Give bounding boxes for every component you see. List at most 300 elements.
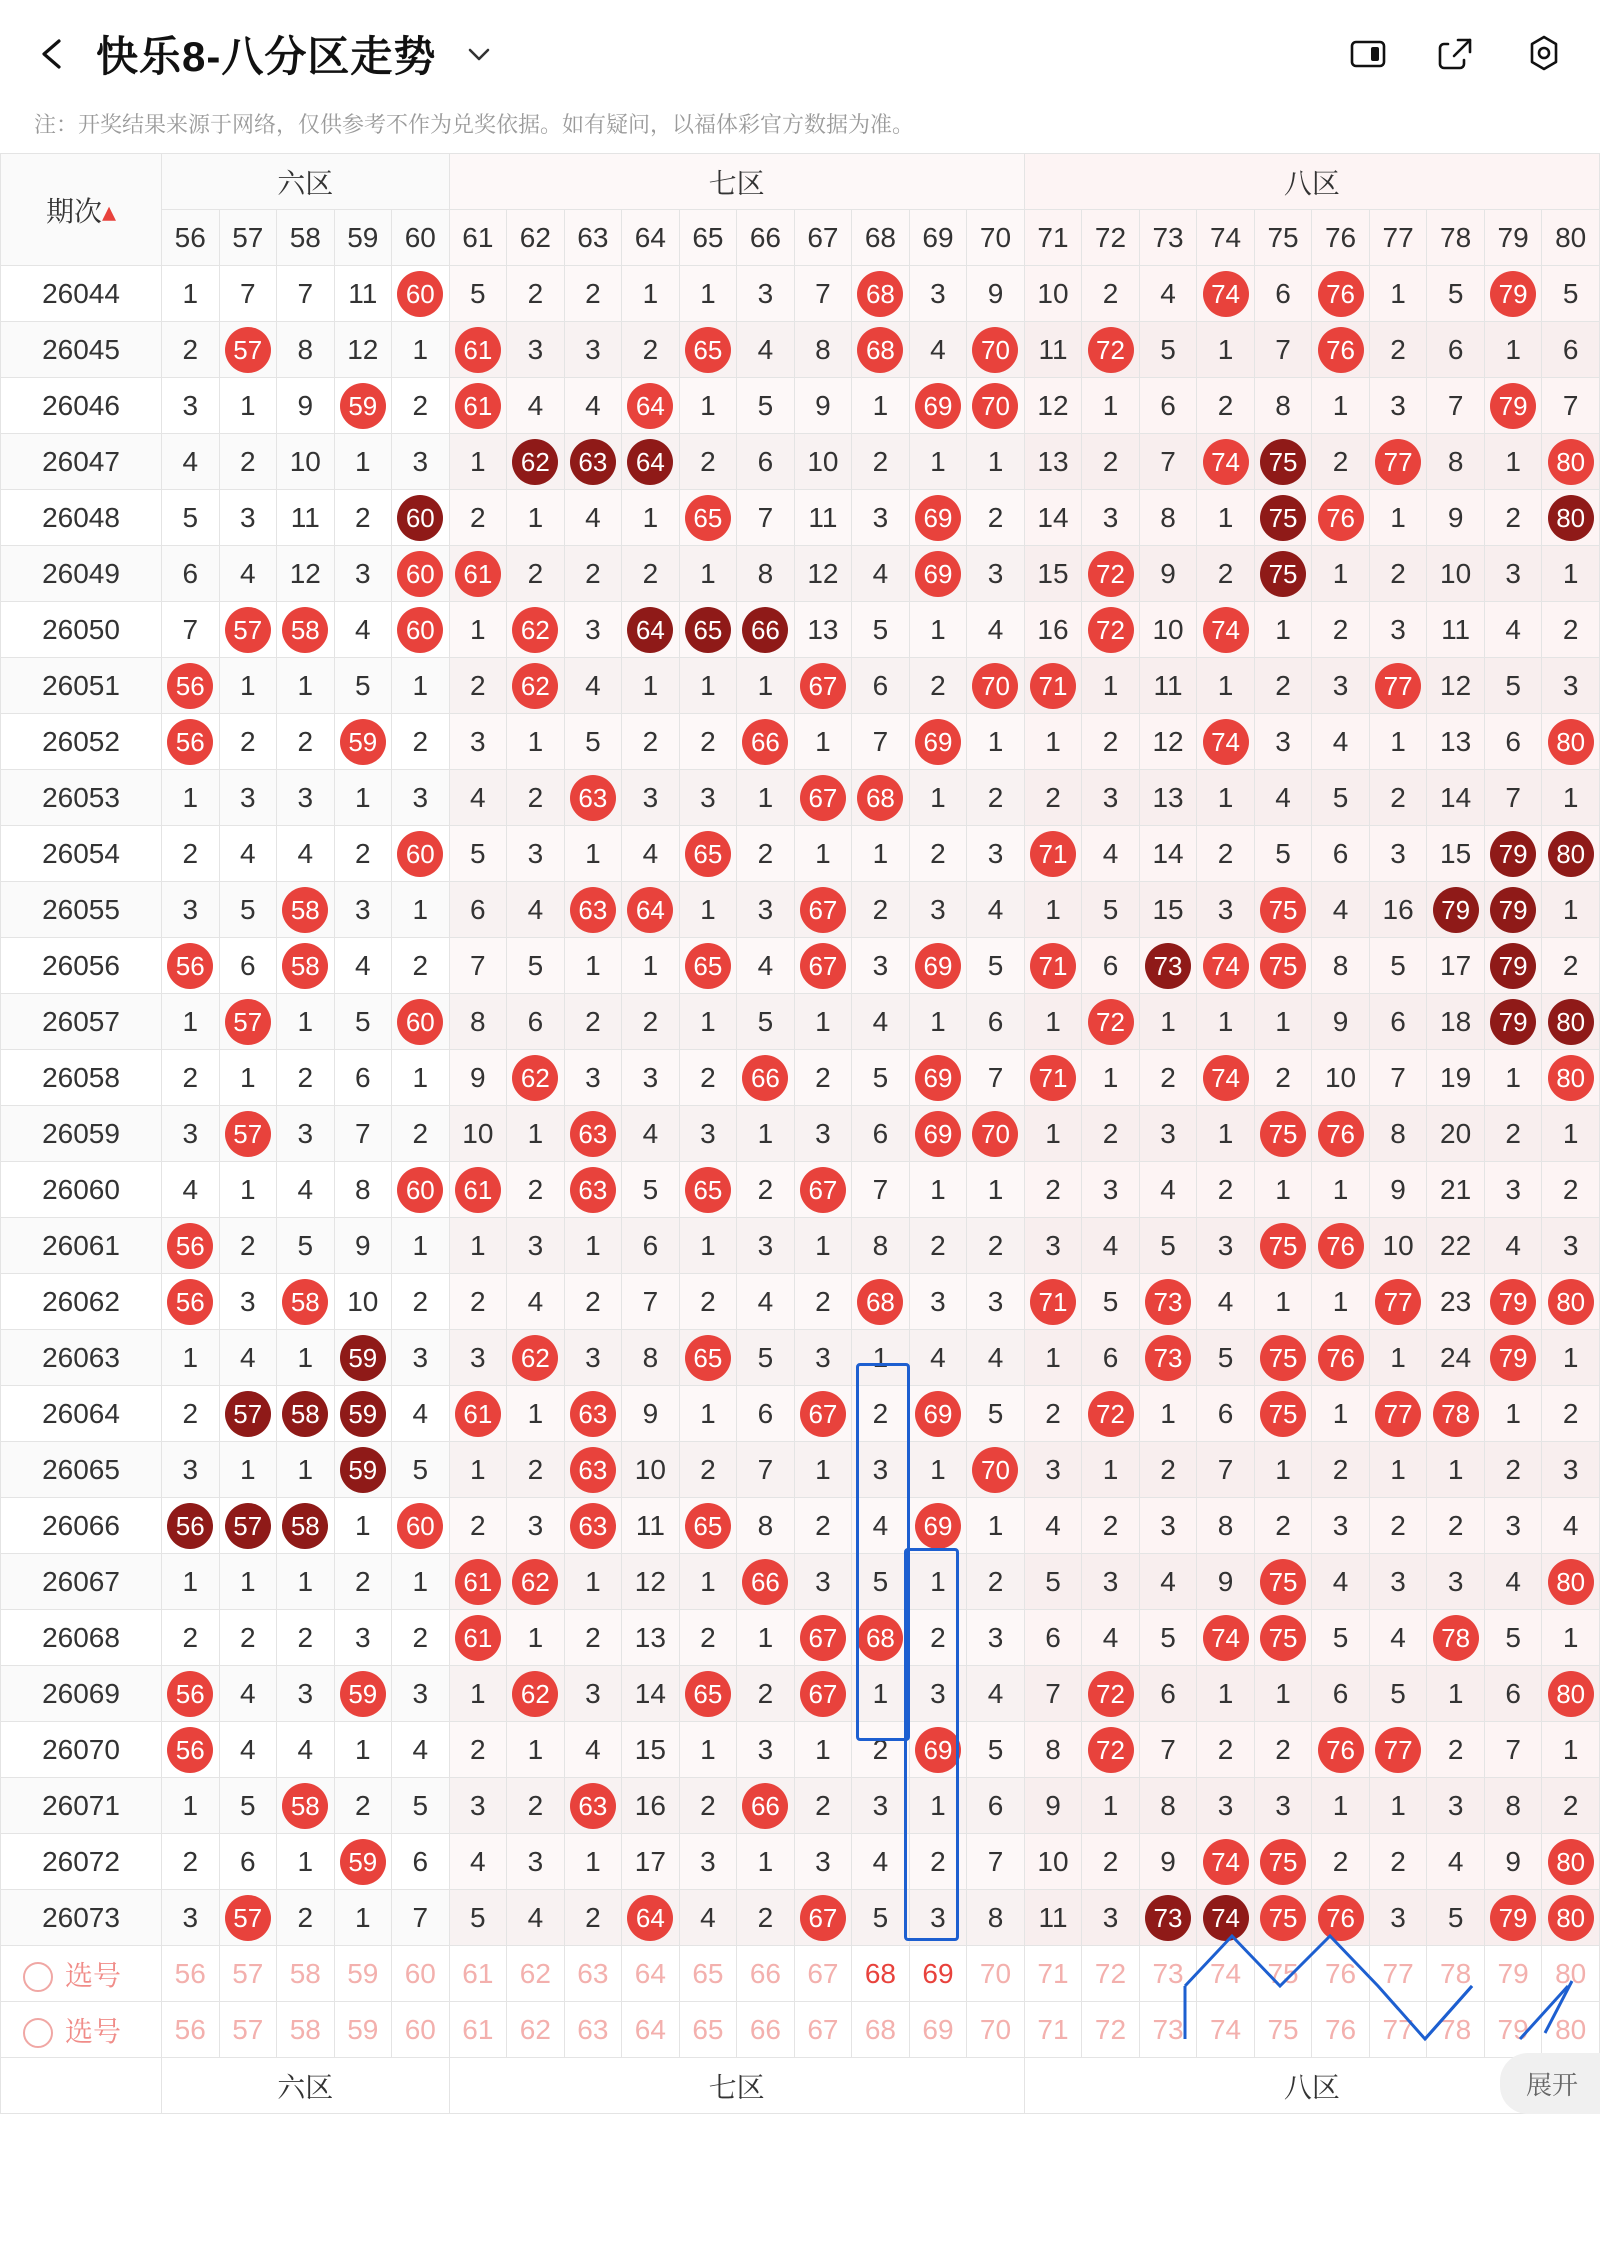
table-row[interactable]: [1, 1330, 1600, 1386]
column-header-75[interactable]: 75: [1254, 210, 1312, 266]
number-cell: 4: [967, 1330, 1025, 1386]
pick-number-cell[interactable]: 63: [564, 1946, 622, 2002]
number-cell: 5: [162, 490, 220, 546]
pick-number-cell[interactable]: 70: [967, 1946, 1025, 2002]
pick-number-cell[interactable]: 56: [162, 2002, 220, 2058]
number-cell: 8: [1254, 378, 1312, 434]
number-cell: 4: [219, 1330, 277, 1386]
number-cell: 2: [1369, 546, 1427, 602]
column-header-76[interactable]: 76: [1312, 210, 1370, 266]
number-cell: 2: [564, 546, 622, 602]
number-cell: 2: [1542, 938, 1600, 994]
number-cell: 2: [277, 1610, 335, 1666]
number-cell: 2: [737, 1890, 795, 1946]
number-cell: 7: [1484, 1722, 1542, 1778]
pick-number-cell[interactable]: 65: [679, 2002, 737, 2058]
table-row[interactable]: [1, 714, 1600, 770]
number-cell: 2: [1197, 1162, 1255, 1218]
number-cell: 4: [852, 994, 910, 1050]
number-cell: 3: [909, 1666, 967, 1722]
pick-number-cell[interactable]: 76: [1312, 2002, 1370, 2058]
table-row[interactable]: [1, 1498, 1600, 1554]
hit-ball: 62: [512, 1671, 558, 1717]
number-cell: 2: [564, 266, 622, 322]
pick-number-cell[interactable]: 79: [1484, 2002, 1542, 2058]
number-cell: [392, 490, 450, 546]
column-header-72[interactable]: 72: [1082, 210, 1140, 266]
hit-ball: 63: [570, 439, 616, 485]
pick-number-cell[interactable]: 68: [852, 2002, 910, 2058]
number-cell: 5: [392, 1442, 450, 1498]
period-column-header[interactable]: [1, 154, 162, 266]
table-row[interactable]: [1, 1274, 1600, 1330]
column-header-70[interactable]: 70: [967, 210, 1025, 266]
column-header-59[interactable]: 59: [334, 210, 392, 266]
pick-number-cell[interactable]: 71: [1024, 2002, 1082, 2058]
pick-number-cell[interactable]: 74: [1197, 1946, 1255, 2002]
table-row[interactable]: [1, 1778, 1600, 1834]
pick-row-label[interactable]: [1, 1946, 162, 2002]
number-cell: 1: [1312, 378, 1370, 434]
hit-ball: 56: [167, 1503, 213, 1549]
number-cell: 17: [622, 1834, 680, 1890]
hit-ball: 58: [282, 1279, 328, 1325]
number-cell: [1082, 322, 1140, 378]
pick-number-cell[interactable]: 63: [564, 2002, 622, 2058]
pick-number-cell[interactable]: 74: [1197, 2002, 1255, 2058]
number-cell: 1: [909, 1778, 967, 1834]
hit-ball: 68: [857, 271, 903, 317]
number-cell: 7: [334, 1106, 392, 1162]
table-row[interactable]: [1, 1834, 1600, 1890]
number-cell: 1: [1024, 882, 1082, 938]
column-header-69[interactable]: 69: [909, 210, 967, 266]
pick-number-cell[interactable]: 60: [392, 1946, 450, 2002]
pick-row-label[interactable]: [1, 2002, 162, 2058]
number-cell: 2: [737, 1162, 795, 1218]
hit-ball: 66: [742, 719, 788, 765]
hit-ball: 80: [1548, 495, 1594, 541]
number-cell: 2: [507, 266, 565, 322]
table-row[interactable]: [1, 1890, 1600, 1946]
number-cell: 1: [219, 1162, 277, 1218]
number-cell: 1: [1197, 1666, 1255, 1722]
pick-number-cell[interactable]: 61: [449, 1946, 507, 2002]
pick-label-text: 选号: [65, 2015, 122, 2047]
number-cell: 3: [1369, 1554, 1427, 1610]
table-row[interactable]: [1, 826, 1600, 882]
number-cell: 2: [794, 1050, 852, 1106]
pick-number-cell[interactable]: 61: [449, 2002, 507, 2058]
table-row[interactable]: [1, 1610, 1600, 1666]
number-cell: 1: [1197, 994, 1255, 1050]
pick-number-cell[interactable]: 73: [1139, 1946, 1197, 2002]
pick-number-cell[interactable]: 69: [909, 1946, 967, 2002]
number-cell: 1: [1082, 1778, 1140, 1834]
number-cell: [1542, 434, 1600, 490]
number-cell: [1484, 938, 1542, 994]
table-row[interactable]: [1, 1218, 1600, 1274]
number-cell: [909, 938, 967, 994]
pick-number-cell[interactable]: 58: [277, 2002, 335, 2058]
number-cell: 3: [392, 434, 450, 490]
hit-ball: 76: [1318, 1727, 1364, 1773]
number-cell: [392, 602, 450, 658]
number-cell: [1254, 882, 1312, 938]
period-header-label: 期次: [45, 195, 102, 227]
pick-number-cell[interactable]: 58: [277, 1946, 335, 2002]
number-cell: 3: [507, 1498, 565, 1554]
number-cell: 1: [737, 770, 795, 826]
pick-number-cell[interactable]: 60: [392, 2002, 450, 2058]
column-header-77[interactable]: 77: [1369, 210, 1427, 266]
number-cell: 1: [392, 1050, 450, 1106]
column-header-67[interactable]: 67: [794, 210, 852, 266]
number-cell: 4: [1484, 1554, 1542, 1610]
pick-number-cell[interactable]: 75: [1254, 2002, 1312, 2058]
number-cell: 8: [1484, 1778, 1542, 1834]
number-cell: 4: [1312, 714, 1370, 770]
back-chevron-icon[interactable]: [34, 34, 74, 74]
number-cell: 3: [909, 1890, 967, 1946]
hit-ball: 69: [915, 719, 961, 765]
pick-number-cell[interactable]: 80: [1542, 2002, 1600, 2058]
hit-ball: 62: [512, 1055, 558, 1101]
number-cell: 3: [909, 266, 967, 322]
number-cell: [507, 658, 565, 714]
pick-number-cell[interactable]: 65: [679, 1946, 737, 2002]
number-cell: 3: [909, 882, 967, 938]
pick-number-cell[interactable]: 68: [852, 1946, 910, 2002]
table-row[interactable]: [1, 434, 1600, 490]
hit-ball: 65: [685, 607, 731, 653]
hit-ball: 59: [340, 1671, 386, 1717]
number-cell: 2: [1484, 1106, 1542, 1162]
hit-ball: 62: [512, 1559, 558, 1605]
hit-ball: 59: [340, 1335, 386, 1381]
number-cell: [1254, 1106, 1312, 1162]
table-row[interactable]: [1, 490, 1600, 546]
hit-ball: 63: [570, 887, 616, 933]
pick-row[interactable]: [1, 1946, 1600, 2002]
number-cell: 7: [622, 1274, 680, 1330]
column-header-64[interactable]: 64: [622, 210, 680, 266]
number-cell: [277, 1778, 335, 1834]
column-header-79[interactable]: 79: [1484, 210, 1542, 266]
pick-number-cell[interactable]: 56: [162, 1946, 220, 2002]
number-cell: 2: [1024, 770, 1082, 826]
hit-ball: 80: [1548, 1559, 1594, 1605]
hit-ball: 62: [512, 439, 558, 485]
column-header-78[interactable]: 78: [1427, 210, 1485, 266]
number-cell: 1: [1024, 1330, 1082, 1386]
number-cell: 4: [334, 938, 392, 994]
layout-toggle-icon[interactable]: [1346, 32, 1390, 76]
column-header-66[interactable]: 66: [737, 210, 795, 266]
number-cell: [334, 714, 392, 770]
number-cell: 1: [1254, 1442, 1312, 1498]
column-header-73[interactable]: 73: [1139, 210, 1197, 266]
number-cell: 5: [1484, 1610, 1542, 1666]
pick-number-cell[interactable]: 67: [794, 1946, 852, 2002]
pick-number-cell[interactable]: 67: [794, 2002, 852, 2058]
number-cell: 6: [852, 1106, 910, 1162]
number-cell: [967, 1442, 1025, 1498]
pick-number-cell[interactable]: 72: [1082, 2002, 1140, 2058]
column-header-65[interactable]: 65: [679, 210, 737, 266]
number-cell: 2: [852, 1722, 910, 1778]
number-cell: 4: [219, 546, 277, 602]
table-row[interactable]: [1, 770, 1600, 826]
pick-number-cell[interactable]: 78: [1427, 2002, 1485, 2058]
pick-number-cell[interactable]: 72: [1082, 1946, 1140, 2002]
hit-ball: 63: [570, 1447, 616, 1493]
number-cell: 4: [737, 322, 795, 378]
number-cell: [679, 826, 737, 882]
table-row[interactable]: [1, 378, 1600, 434]
hit-ball: 80: [1548, 1279, 1594, 1325]
table-row[interactable]: [1, 1162, 1600, 1218]
table-row[interactable]: [1, 602, 1600, 658]
number-cell: [852, 1274, 910, 1330]
pick-number-cell[interactable]: 77: [1369, 1946, 1427, 2002]
hit-ball: 61: [455, 327, 501, 373]
pick-number-cell[interactable]: 59: [334, 1946, 392, 2002]
radio-icon[interactable]: [23, 1962, 53, 1992]
number-cell: 7: [392, 1890, 450, 1946]
number-cell: 2: [679, 1442, 737, 1498]
number-cell: 16: [1369, 882, 1427, 938]
trend-table: [0, 153, 1600, 2114]
number-cell: 3: [1312, 1498, 1370, 1554]
period-cell: 26048: [1, 490, 162, 546]
number-cell: [449, 546, 507, 602]
number-cell: 4: [1542, 1498, 1600, 1554]
hit-ball: 79: [1490, 1335, 1536, 1381]
number-cell: [564, 882, 622, 938]
number-cell: 9: [1312, 994, 1370, 1050]
number-cell: 9: [1139, 546, 1197, 602]
number-cell: 6: [1139, 1666, 1197, 1722]
number-cell: 1: [1082, 378, 1140, 434]
number-cell: 4: [1427, 1834, 1485, 1890]
hit-ball: 58: [282, 1391, 328, 1437]
pick-number-cell[interactable]: 59: [334, 2002, 392, 2058]
table-row[interactable]: [1, 658, 1600, 714]
number-cell: [219, 322, 277, 378]
number-cell: 4: [392, 1386, 450, 1442]
pick-number-cell[interactable]: 75: [1254, 1946, 1312, 2002]
number-cell: 2: [1427, 1722, 1485, 1778]
number-cell: 3: [1082, 1162, 1140, 1218]
number-cell: 2: [334, 826, 392, 882]
number-cell: 7: [1484, 770, 1542, 826]
number-cell: 1: [679, 1722, 737, 1778]
pick-row[interactable]: [1, 2002, 1600, 2058]
radio-icon[interactable]: [23, 2018, 53, 2048]
number-cell: 3: [1139, 1106, 1197, 1162]
number-cell: 3: [392, 770, 450, 826]
number-cell: [1542, 1890, 1600, 1946]
period-cell: 26064: [1, 1386, 162, 1442]
pick-number-cell[interactable]: 77: [1369, 2002, 1427, 2058]
number-cell: 1: [909, 1554, 967, 1610]
number-cell: [1542, 1554, 1600, 1610]
column-header-58[interactable]: 58: [277, 210, 335, 266]
pick-number-cell[interactable]: 70: [967, 2002, 1025, 2058]
column-header-71[interactable]: 71: [1024, 210, 1082, 266]
number-cell: 1: [1369, 714, 1427, 770]
table-row[interactable]: [1, 1442, 1600, 1498]
hit-ball: 74: [1203, 943, 1249, 989]
pick-number-cell[interactable]: 62: [507, 1946, 565, 2002]
number-cell: 6: [622, 1218, 680, 1274]
number-cell: 4: [1082, 826, 1140, 882]
number-cell: 1: [219, 1050, 277, 1106]
column-header-56[interactable]: 56: [162, 210, 220, 266]
hit-ball: 72: [1088, 327, 1134, 373]
sort-arrows-icon[interactable]: ▴: [101, 195, 117, 227]
table-row[interactable]: [1, 1722, 1600, 1778]
number-cell: 1: [162, 1778, 220, 1834]
number-cell: [1484, 882, 1542, 938]
hit-ball: 71: [1030, 663, 1076, 709]
hit-ball: 72: [1088, 1727, 1134, 1773]
number-cell: [1484, 1890, 1542, 1946]
pick-number-cell[interactable]: 66: [737, 2002, 795, 2058]
hit-ball: 58: [282, 607, 328, 653]
number-cell: [564, 770, 622, 826]
number-cell: 5: [1369, 938, 1427, 994]
settings-icon[interactable]: [1522, 32, 1566, 76]
table-row[interactable]: [1, 322, 1600, 378]
column-header-74[interactable]: 74: [1197, 210, 1255, 266]
column-header-68[interactable]: 68: [852, 210, 910, 266]
table-row[interactable]: [1, 1050, 1600, 1106]
number-cell: 3: [162, 1442, 220, 1498]
number-cell: 3: [1369, 378, 1427, 434]
number-cell: [1542, 490, 1600, 546]
hit-ball: 80: [1548, 719, 1594, 765]
table-row[interactable]: [1, 938, 1600, 994]
pick-number-cell[interactable]: 76: [1312, 1946, 1370, 2002]
number-cell: 2: [622, 322, 680, 378]
table-row[interactable]: [1, 546, 1600, 602]
table-row[interactable]: [1, 1554, 1600, 1610]
number-cell: 2: [1369, 1834, 1427, 1890]
expand-button[interactable]: 展开: [1500, 2053, 1600, 2114]
number-cell: [1197, 714, 1255, 770]
pick-number-cell[interactable]: 69: [909, 2002, 967, 2058]
hit-ball: 61: [455, 1559, 501, 1605]
number-cell: 6: [1197, 1386, 1255, 1442]
column-header-63[interactable]: 63: [564, 210, 622, 266]
number-cell: 1: [507, 714, 565, 770]
hit-ball: 56: [167, 1223, 213, 1269]
pick-number-cell[interactable]: 66: [737, 1946, 795, 2002]
number-cell: 3: [219, 490, 277, 546]
column-header-62[interactable]: 62: [507, 210, 565, 266]
pick-label-text: 选号: [65, 1959, 122, 1991]
number-cell: 4: [219, 1722, 277, 1778]
chevron-down-icon[interactable]: [462, 37, 496, 71]
table-row[interactable]: [1, 1666, 1600, 1722]
number-cell: 2: [1082, 1498, 1140, 1554]
number-cell: [1369, 1386, 1427, 1442]
number-cell: 1: [1197, 770, 1255, 826]
number-cell: 4: [679, 1890, 737, 1946]
zone-header-8: 八区: [1024, 154, 1599, 210]
number-cell: 4: [392, 1722, 450, 1778]
pick-number-cell[interactable]: 73: [1139, 2002, 1197, 2058]
hit-ball: 70: [972, 663, 1018, 709]
hit-ball: 66: [742, 607, 788, 653]
number-cell: [1254, 1554, 1312, 1610]
pick-number-cell[interactable]: 62: [507, 2002, 565, 2058]
number-cell: 3: [1369, 826, 1427, 882]
pick-number-cell[interactable]: 64: [622, 1946, 680, 2002]
column-header-80[interactable]: 80: [1542, 210, 1600, 266]
table-row[interactable]: [1, 994, 1600, 1050]
number-cell: 6: [334, 1050, 392, 1106]
hit-ball: 57: [225, 999, 271, 1045]
number-cell: 1: [1484, 322, 1542, 378]
pick-number-cell[interactable]: 57: [219, 2002, 277, 2058]
number-cell: 7: [1024, 1666, 1082, 1722]
pick-number-cell[interactable]: 57: [219, 1946, 277, 2002]
number-cell: [909, 714, 967, 770]
hit-ball: 77: [1375, 439, 1421, 485]
number-cell: 2: [277, 1050, 335, 1106]
number-cell: [449, 1162, 507, 1218]
number-cell: 3: [1082, 1554, 1140, 1610]
column-header-57[interactable]: 57: [219, 210, 277, 266]
number-cell: 12: [794, 546, 852, 602]
column-header-61[interactable]: 61: [449, 210, 507, 266]
pick-number-cell[interactable]: 80: [1542, 1946, 1600, 2002]
number-cell: 1: [162, 266, 220, 322]
number-cell: [737, 1778, 795, 1834]
share-icon[interactable]: [1434, 32, 1478, 76]
table-row[interactable]: [1, 266, 1600, 322]
number-cell: 3: [1484, 546, 1542, 602]
hit-ball: 80: [1548, 1055, 1594, 1101]
pick-number-cell[interactable]: 79: [1484, 1946, 1542, 2002]
number-cell: 1: [679, 658, 737, 714]
table-row[interactable]: [1, 882, 1600, 938]
number-cell: 2: [1254, 1722, 1312, 1778]
table-row[interactable]: [1, 1386, 1600, 1442]
column-header-60[interactable]: 60: [392, 210, 450, 266]
number-cell: 8: [1427, 434, 1485, 490]
number-cell: 8: [794, 322, 852, 378]
number-cell: 3: [1197, 882, 1255, 938]
hit-ball: 69: [915, 1503, 961, 1549]
number-cell: 6: [219, 1834, 277, 1890]
pick-number-cell[interactable]: 71: [1024, 1946, 1082, 2002]
hit-ball: 76: [1318, 1895, 1364, 1941]
number-cell: 11: [277, 490, 335, 546]
number-cell: 8: [334, 1162, 392, 1218]
pick-number-cell[interactable]: 64: [622, 2002, 680, 2058]
number-cell: 6: [1427, 322, 1485, 378]
pick-number-cell[interactable]: 78: [1427, 1946, 1485, 2002]
number-cell: 11: [794, 490, 852, 546]
hit-ball: 56: [167, 1727, 213, 1773]
number-cell: 14: [622, 1666, 680, 1722]
table-row[interactable]: [1, 1106, 1600, 1162]
hit-ball: 63: [570, 775, 616, 821]
